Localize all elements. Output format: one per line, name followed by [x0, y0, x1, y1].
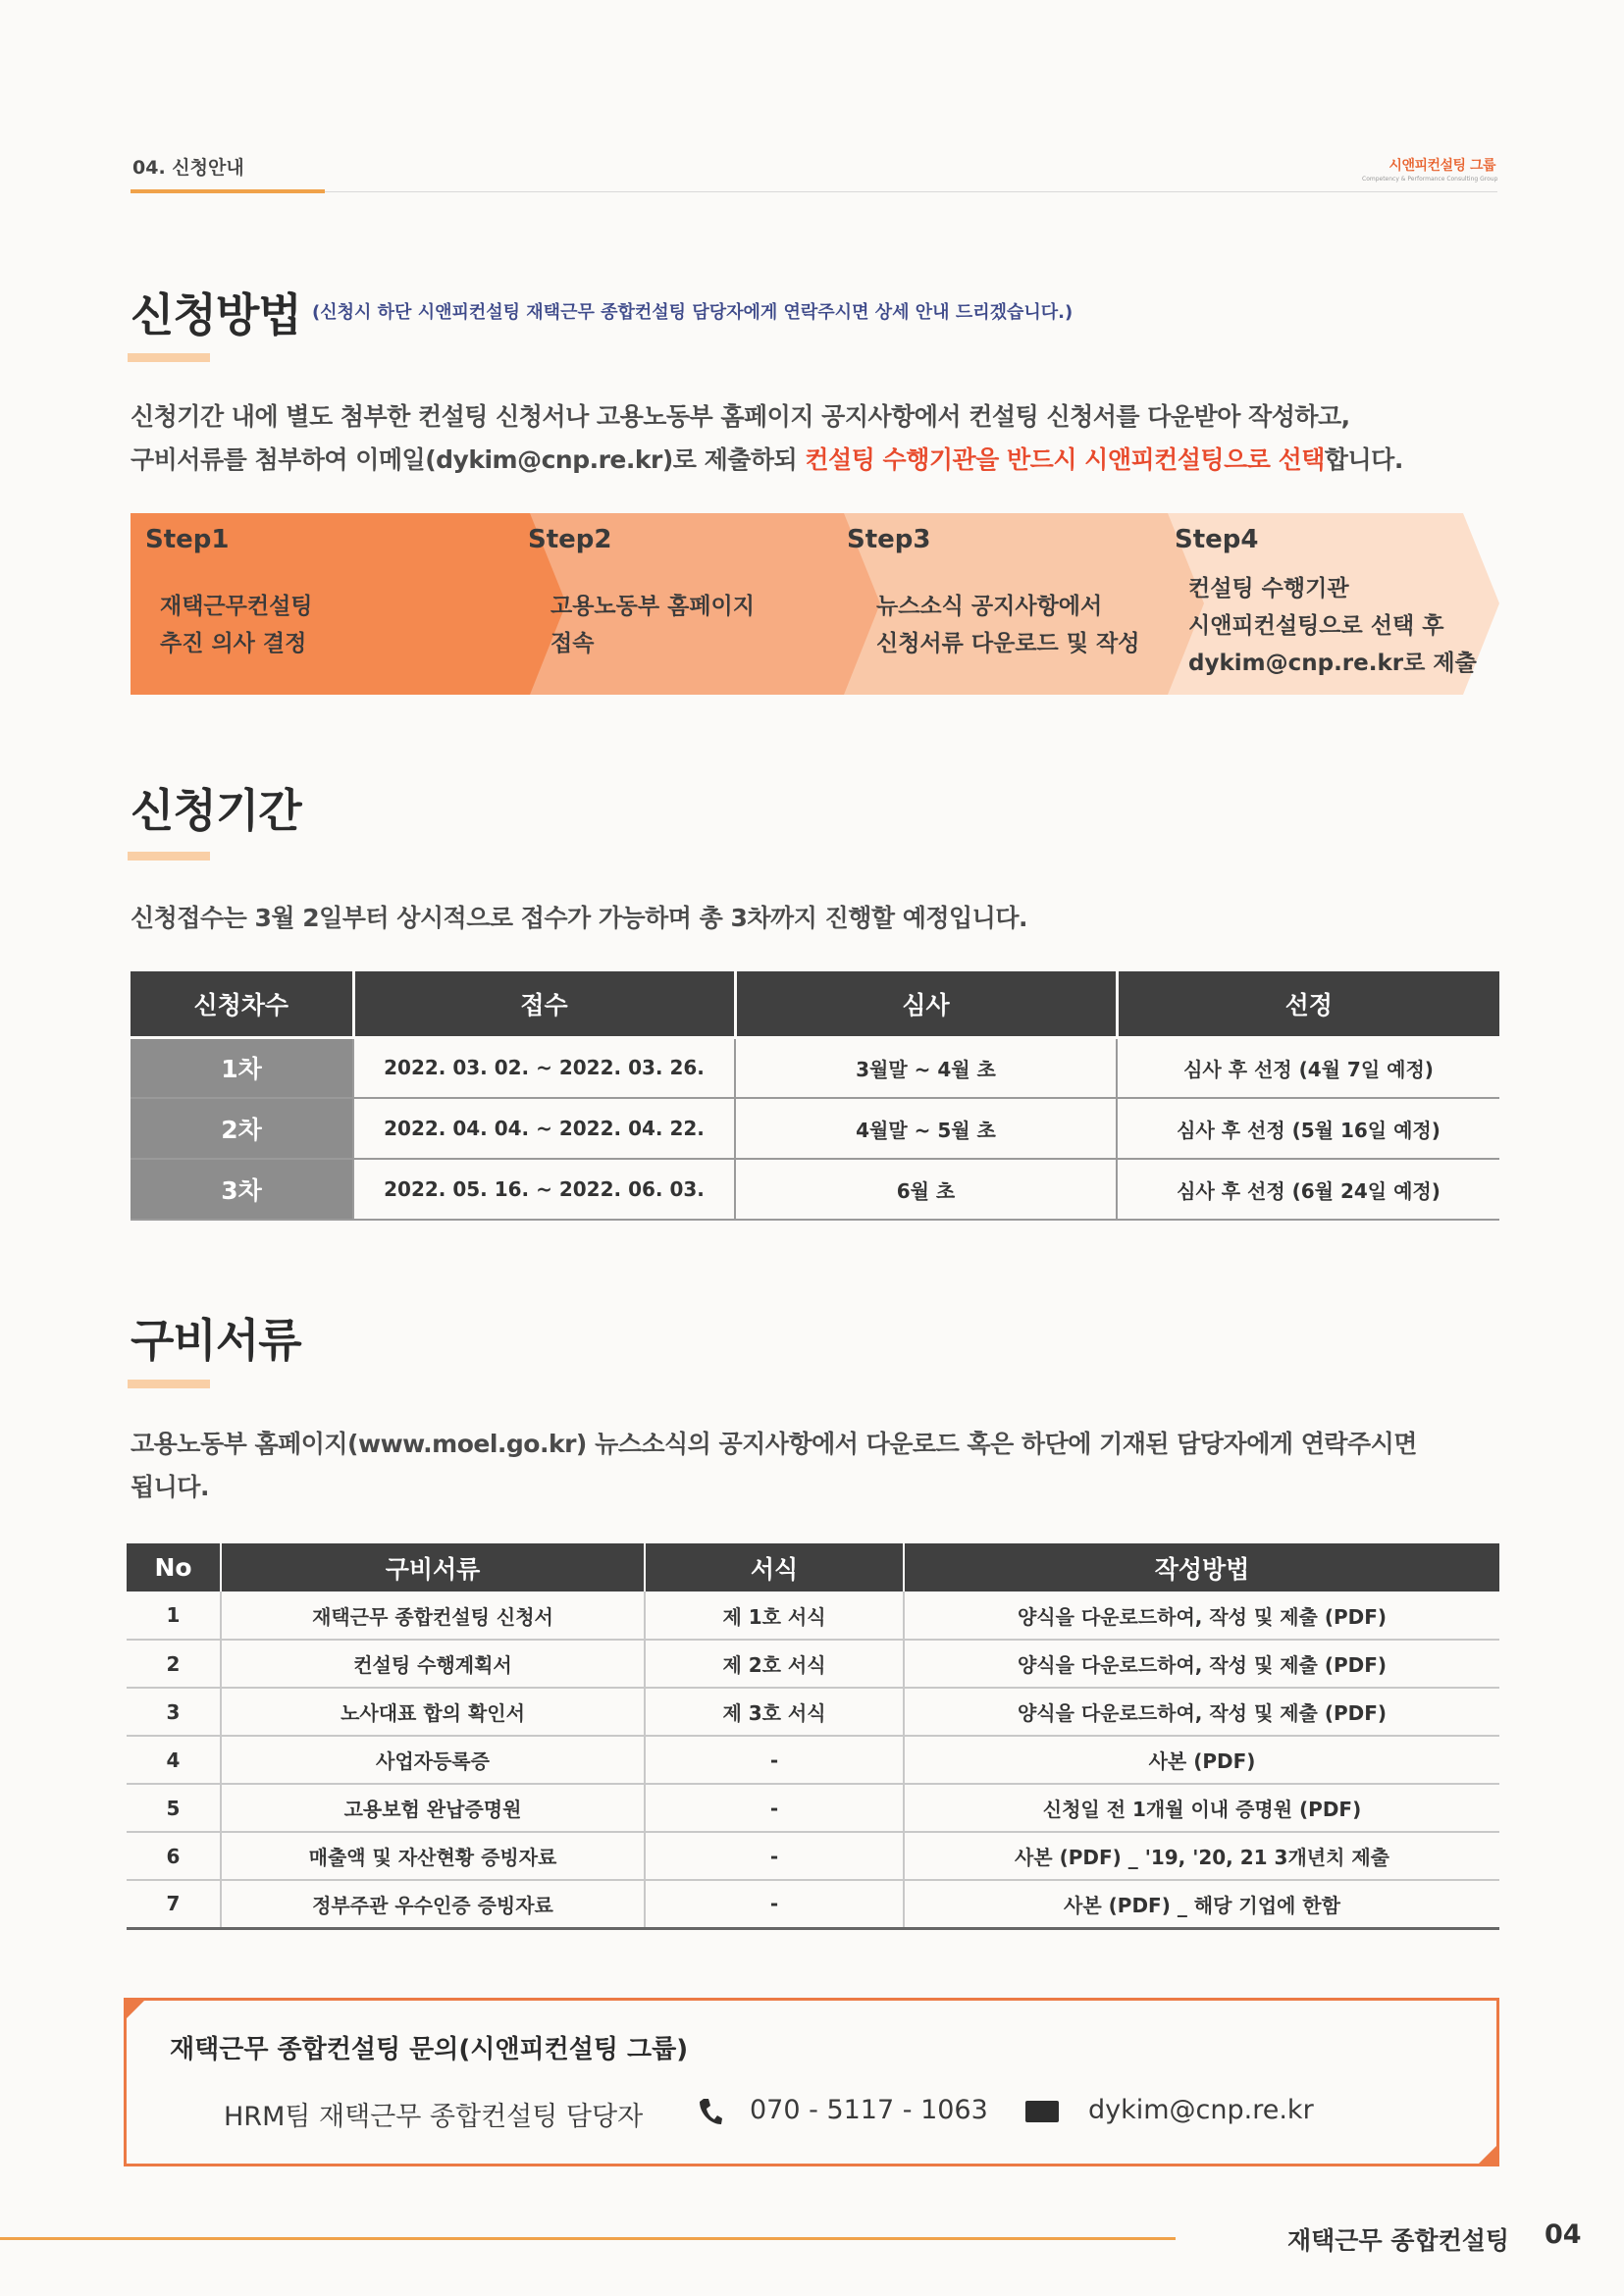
- reception-cell: 2022. 03. 02. ~ 2022. 03. 26.: [353, 1037, 735, 1098]
- step1-line-2: 추진 의사 결정: [160, 631, 307, 656]
- apply-period-title-bar: [128, 852, 210, 861]
- col-header-round: 신청차수: [131, 971, 353, 1037]
- contact-phone[interactable]: 070 - 5117 - 1063: [750, 2095, 988, 2125]
- table-row: [127, 1832, 1499, 1880]
- apply-method-line-2b: 합니다.: [1324, 445, 1403, 474]
- apply-method-title-bar: [128, 353, 210, 362]
- contact-title: 재택근무 종합컨설팅 문의(시앤피컨설팅 그룹): [170, 2035, 689, 2064]
- method-cell: 양식을 다운로드하여, 작성 및 제출 (PDF): [904, 1640, 1499, 1688]
- col-header-no: No: [127, 1543, 221, 1592]
- table-header-row: [131, 971, 1499, 1037]
- no-cell: 6: [127, 1832, 221, 1880]
- step2-line-2: 접속: [550, 631, 595, 656]
- documents-paragraph: [131, 1423, 1417, 1509]
- no-cell: 3: [127, 1688, 221, 1736]
- col-header-form: 서식: [645, 1543, 904, 1592]
- review-cell: 3월말 ~ 4월 초: [735, 1037, 1117, 1098]
- contact-email[interactable]: dykim@cnp.re.kr: [1088, 2095, 1314, 2125]
- apply-method-note: (신청시 하단 시앤피컨설팅 재택근무 종합컨설팅 담당자에게 연락주시면 상세 안내 드리겠습니다.): [312, 302, 1074, 323]
- table-row: [127, 1592, 1499, 1640]
- logo-wordmark: 시앤피컨설팅 그룹: [1388, 158, 1495, 174]
- no-cell: 4: [127, 1736, 221, 1784]
- document-cell: 고용보험 완납증명원: [221, 1784, 645, 1832]
- step3-text: [876, 588, 1139, 662]
- step4-title: Step4: [1175, 525, 1259, 554]
- document-cell: 매출액 및 자산현황 증빙자료: [221, 1832, 645, 1880]
- review-cell: 4월말 ~ 5월 초: [735, 1098, 1117, 1159]
- header-accent-line: [131, 189, 325, 193]
- apply-method-line-2: [131, 439, 1403, 482]
- documents-line-1: 고용노동부 홈페이지(www.moel.go.kr) 뉴스소식의 공지사항에서 다운로드 혹은 하단에 기재된 담당자에게 연락주시면: [131, 1430, 1417, 1458]
- apply-method-line-2a: 구비서류를 첨부하여 이메일(dykim@cnp.re.kr)로 제출하되: [131, 445, 806, 474]
- form-cell: -: [645, 1832, 904, 1880]
- col-header-selection: 선정: [1117, 971, 1499, 1037]
- step4-text: [1188, 570, 1477, 682]
- table-row: [127, 1688, 1499, 1736]
- step1-text: [160, 588, 313, 662]
- table-row: [131, 1098, 1499, 1159]
- round-cell: 2차: [131, 1098, 353, 1159]
- step2-line-1: 고용노동부 홈페이지: [550, 594, 755, 619]
- logo-tagline: Competency & Performance Consulting Group: [1362, 176, 1498, 183]
- apply-period-paragraph: 신청접수는 3월 2일부터 상시적으로 접수가 가능하며 총 3차까지 진행할 예정입니다.: [131, 904, 1027, 932]
- selection-cell: 심사 후 선정 (5월 16일 예정): [1117, 1098, 1499, 1159]
- round-cell: 1차: [131, 1037, 353, 1098]
- contact-team: HRM팀 재택근무 종합컨설팅 담당자: [224, 2102, 644, 2132]
- no-cell: 7: [127, 1880, 221, 1928]
- table-row: [127, 1880, 1499, 1928]
- page-number: 04: [1545, 2219, 1582, 2250]
- section-label: 04. 신청안내: [132, 157, 244, 179]
- footer-line: [0, 2237, 1176, 2240]
- step4-line-2: 시앤피컨설팅으로 선택 후: [1188, 613, 1444, 639]
- step4-line-1: 컨설팅 수행기관: [1188, 576, 1349, 601]
- reception-cell: 2022. 04. 04. ~ 2022. 04. 22.: [353, 1098, 735, 1159]
- step2-title: Step2: [528, 525, 612, 554]
- apply-method-title: 신청방법: [131, 288, 301, 341]
- step3-line-1: 뉴스소식 공지사항에서: [876, 594, 1103, 619]
- process-steps: [131, 513, 1499, 695]
- form-cell: 제 1호 서식: [645, 1592, 904, 1640]
- table-header-row: [127, 1543, 1499, 1592]
- selection-cell: 심사 후 선정 (6월 24일 예정): [1117, 1159, 1499, 1220]
- document-cell: 재택근무 종합컨설팅 신청서: [221, 1592, 645, 1640]
- step1-title: Step1: [145, 525, 230, 554]
- documents-title: 구비서류: [131, 1314, 301, 1367]
- document-cell: 정부주관 우수인증 증빙자료: [221, 1880, 645, 1928]
- documents-line-2: 됩니다.: [131, 1473, 209, 1501]
- document-cell: 노사대표 합의 확인서: [221, 1688, 645, 1736]
- col-header-document: 구비서류: [221, 1543, 645, 1592]
- step4-line-3: dykim@cnp.re.kr로 제출: [1188, 651, 1477, 676]
- selection-cell: 심사 후 선정 (4월 7일 예정): [1117, 1037, 1499, 1098]
- round-cell: 3차: [131, 1159, 353, 1220]
- company-logo: [1362, 155, 1498, 183]
- contact-box: [124, 1998, 1499, 2166]
- table-row: [127, 1784, 1499, 1832]
- method-cell: 신청일 전 1개월 이내 증명원 (PDF): [904, 1784, 1499, 1832]
- col-header-review: 심사: [735, 971, 1117, 1037]
- form-cell: 제 2호 서식: [645, 1640, 904, 1688]
- form-cell: -: [645, 1736, 904, 1784]
- method-cell: 양식을 다운로드하여, 작성 및 제출 (PDF): [904, 1592, 1499, 1640]
- reception-cell: 2022. 05. 16. ~ 2022. 06. 03.: [353, 1159, 735, 1220]
- form-cell: -: [645, 1784, 904, 1832]
- phone-icon: [699, 2098, 722, 2125]
- col-header-method: 작성방법: [904, 1543, 1499, 1592]
- step3-line-2: 신청서류 다운로드 및 작성: [876, 631, 1140, 656]
- no-cell: 5: [127, 1784, 221, 1832]
- no-cell: 2: [127, 1640, 221, 1688]
- form-cell: -: [645, 1880, 904, 1928]
- method-cell: 양식을 다운로드하여, 작성 및 제출 (PDF): [904, 1688, 1499, 1736]
- step1-line-1: 재택근무컨설팅: [160, 594, 313, 619]
- apply-method-highlight: 컨설팅 수행기관을 반드시 시앤피컨설팅으로 선택: [805, 445, 1325, 474]
- form-cell: 제 3호 서식: [645, 1688, 904, 1736]
- contact-corner-accent: [1476, 2143, 1499, 2166]
- document-cell: 컨설팅 수행계획서: [221, 1640, 645, 1688]
- step2-text: [550, 588, 755, 662]
- apply-period-title: 신청기간: [131, 784, 301, 837]
- header-divider: [325, 191, 1497, 192]
- contact-corner-accent: [124, 1998, 147, 2021]
- apply-period-table: [131, 971, 1499, 1221]
- no-cell: 1: [127, 1592, 221, 1640]
- documents-title-bar: [128, 1380, 210, 1388]
- table-row: [127, 1640, 1499, 1688]
- method-cell: 사본 (PDF): [904, 1736, 1499, 1784]
- document-cell: 사업자등록증: [221, 1736, 645, 1784]
- apply-method-paragraph: [131, 395, 1403, 482]
- review-cell: 6월 초: [735, 1159, 1117, 1220]
- step3-title: Step3: [847, 525, 931, 554]
- apply-method-line-1: 신청기간 내에 별도 첨부한 컨설팅 신청서나 고용노동부 홈페이지 공지사항에서 컨설팅 신청서를 다운받아 작성하고,: [131, 402, 1350, 431]
- method-cell: 사본 (PDF) _ '19, '20, 21 3개년치 제출: [904, 1832, 1499, 1880]
- col-header-reception: 접수: [353, 971, 735, 1037]
- required-documents-table: [127, 1543, 1499, 1930]
- method-cell: 사본 (PDF) _ 해당 기업에 한함: [904, 1880, 1499, 1928]
- table-row: [131, 1159, 1499, 1220]
- mail-icon: [1025, 2101, 1059, 2122]
- table-row: [127, 1736, 1499, 1784]
- footer-title: 재택근무 종합컨설팅: [1287, 2226, 1510, 2255]
- table-row: [131, 1037, 1499, 1098]
